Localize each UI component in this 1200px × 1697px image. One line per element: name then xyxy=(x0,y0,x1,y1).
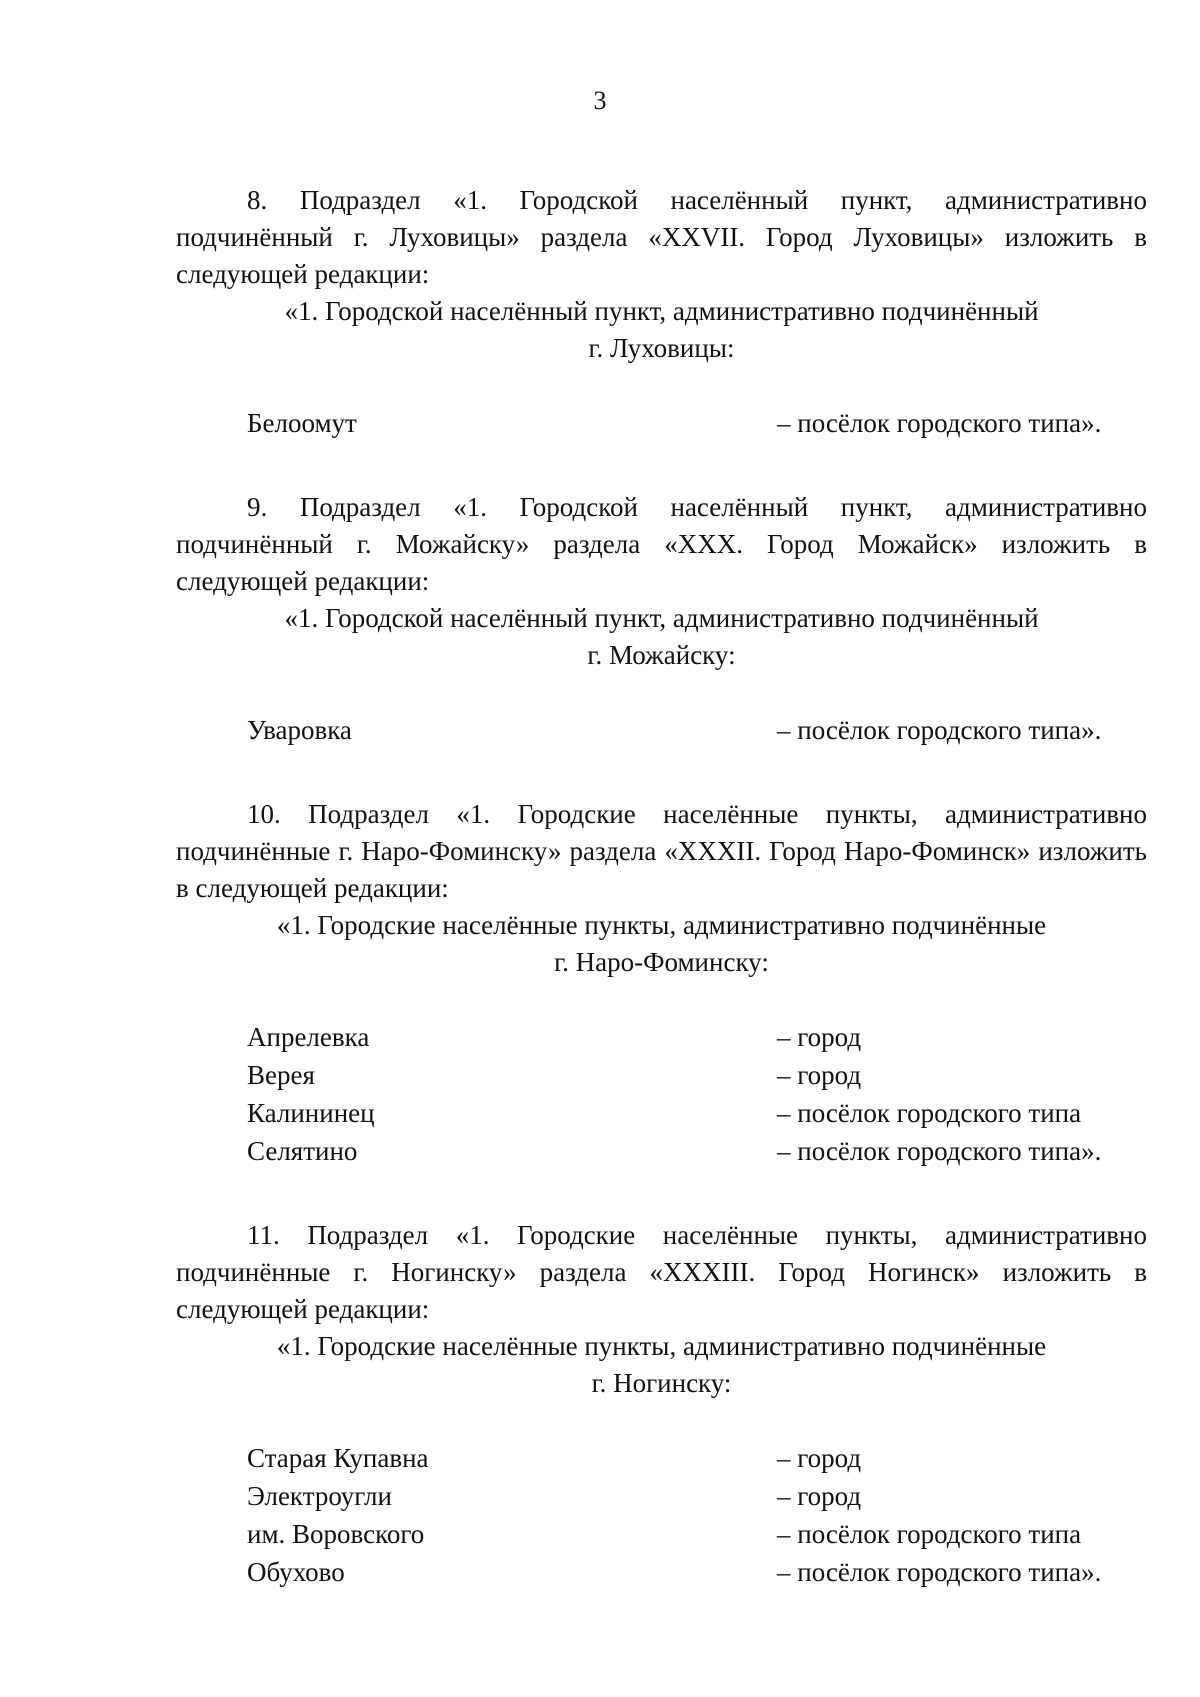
list-item xyxy=(247,1553,1147,1591)
section-8 xyxy=(176,182,1147,442)
settlement-list xyxy=(176,1439,1147,1591)
subsection-heading-line2: г. Ногинску: xyxy=(591,1368,732,1398)
list-item xyxy=(247,711,1147,749)
settlement-list xyxy=(176,711,1147,749)
list-item xyxy=(247,1515,1147,1553)
settlement-name: Уваровка xyxy=(247,715,352,745)
subsection-heading-line2: г. Можайску: xyxy=(587,640,736,670)
section-paragraph: 9. Подраздел «1. Городской населённый пункт, административно подчинённый г. Можайску» раздела «XXX. Город Можайск» изложить в следующей редакции: xyxy=(176,492,1147,596)
subsection-heading xyxy=(176,907,1147,981)
document-body xyxy=(176,182,1147,1638)
subsection-heading xyxy=(176,1328,1147,1402)
settlement-name: Обухово xyxy=(247,1557,345,1587)
settlement-type: – город xyxy=(777,1022,862,1052)
settlement-name: Апрелевка xyxy=(247,1022,370,1052)
section-11 xyxy=(176,1217,1147,1591)
settlement-name: им. Воровского xyxy=(247,1519,425,1549)
settlement-list xyxy=(176,1018,1147,1170)
subsection-heading-line1: «1. Городской населённый пункт, административно подчинённый xyxy=(284,603,1039,633)
list-item xyxy=(247,1056,1147,1094)
page-number: 3 xyxy=(593,86,607,115)
settlement-name: Калининец xyxy=(247,1098,375,1128)
list-item xyxy=(247,1132,1147,1170)
settlement-type: – посёлок городского типа». xyxy=(777,715,1102,745)
subsection-heading-line2: г. Наро-Фоминску: xyxy=(554,947,769,977)
section-paragraph: 8. Подраздел «1. Городской населённый пункт, административно подчинённый г. Луховицы» раздела «XXVII. Город Луховицы» изложить в следующей редакции: xyxy=(176,185,1147,289)
settlement-type: – город xyxy=(777,1481,862,1511)
settlement-type: – посёлок городского типа xyxy=(777,1098,1082,1128)
settlement-name: Электроугли xyxy=(247,1481,392,1511)
settlement-type: – посёлок городского типа». xyxy=(777,1557,1102,1587)
settlement-type: – посёлок городского типа». xyxy=(777,1136,1102,1166)
settlement-type: – посёлок городского типа». xyxy=(777,408,1102,438)
subsection-heading xyxy=(176,600,1147,674)
settlement-name: Старая Купавна xyxy=(247,1443,429,1473)
section-paragraph: 11. Подраздел «1. Городские населённые пункты, административно подчинённые г. Ногинску» раздела «XXXIII. Город Ногинск» изложить в следующей редакции: xyxy=(176,1220,1147,1324)
settlement-type: – посёлок городского типа xyxy=(777,1519,1082,1549)
list-item xyxy=(247,1094,1147,1132)
section-paragraph: 10. Подраздел «1. Городские населённые пункты, административно подчинённые г. Наро-Фоминску» раздела «XXXII. Город Наро-Фоминск» изложить в следующей редакции: xyxy=(176,799,1147,903)
list-item xyxy=(247,1018,1147,1056)
subsection-heading-line1: «1. Городской населённый пункт, административно подчинённый xyxy=(284,296,1039,326)
settlement-name: Селятино xyxy=(247,1136,358,1166)
subsection-heading-line1: «1. Городские населённые пункты, административно подчинённые xyxy=(276,1331,1047,1361)
settlement-name: Белоомут xyxy=(247,408,357,438)
subsection-heading xyxy=(176,293,1147,367)
list-item xyxy=(247,1477,1147,1515)
settlement-type: – город xyxy=(777,1443,862,1473)
settlement-list xyxy=(176,404,1147,442)
settlement-type: – город xyxy=(777,1060,862,1090)
settlement-name: Верея xyxy=(247,1060,315,1090)
list-item xyxy=(247,1439,1147,1477)
section-10 xyxy=(176,796,1147,1170)
section-9 xyxy=(176,489,1147,749)
list-item xyxy=(247,404,1147,442)
subsection-heading-line1: «1. Городские населённые пункты, административно подчинённые xyxy=(276,910,1047,940)
subsection-heading-line2: г. Луховицы: xyxy=(588,333,735,363)
